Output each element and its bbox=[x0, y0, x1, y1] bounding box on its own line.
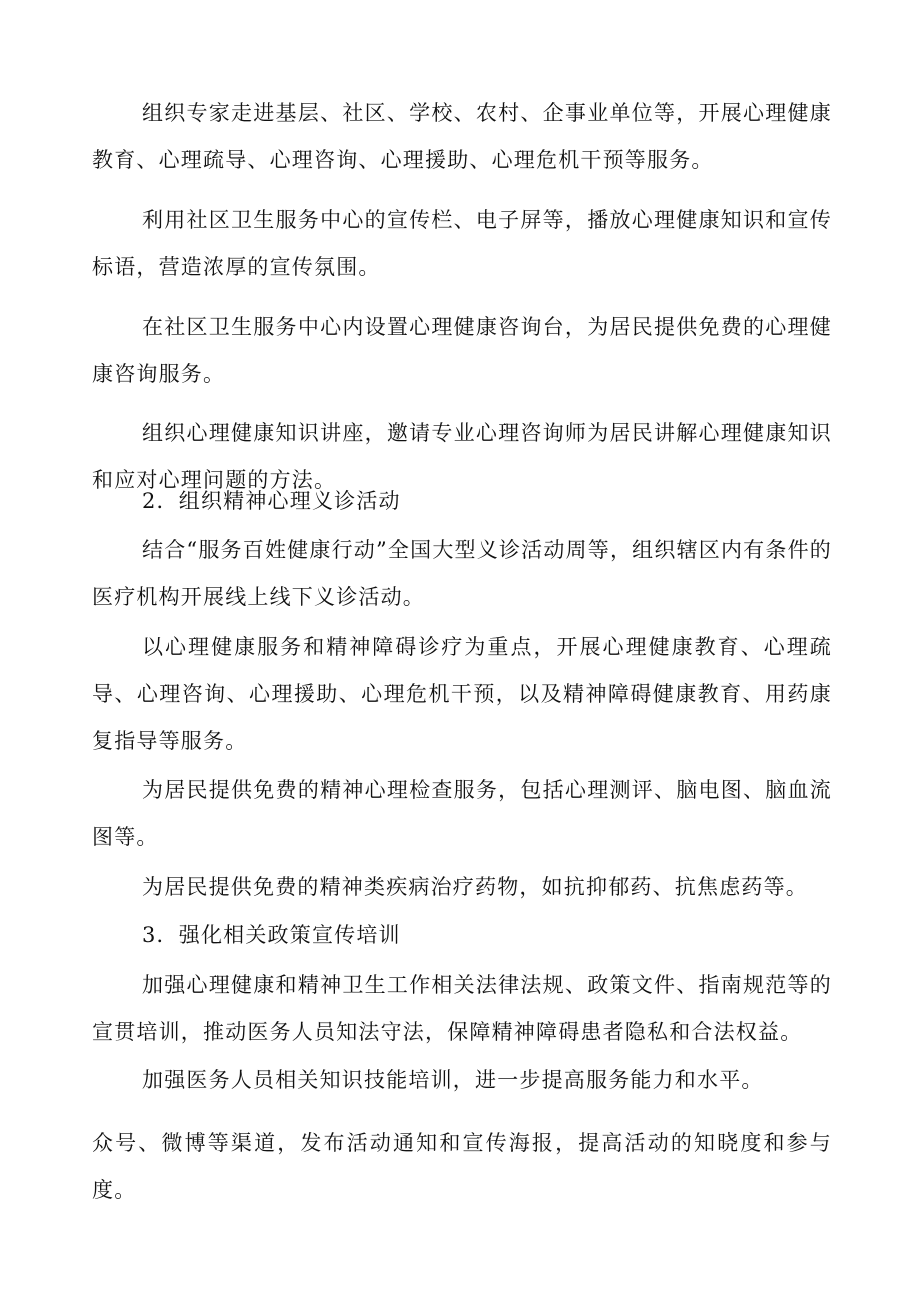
paragraph-expert-outreach: 组织专家走进基层、社区、学校、农村、企事业单位等，开展心理健康教育、心理疏导、心理咨询、心理援助、心理危机干预等服务。 bbox=[92, 101, 832, 172]
paragraph-service-focus: 以心理健康服务和精神障碍诊疗为重点，开展心理健康教育、心理疏导、心理咨询、心理援助、心理危机干预，以及精神障碍健康教育、用药康复指导等服务。 bbox=[92, 635, 832, 753]
paragraph-free-checkups: 为居民提供免费的精神心理检查服务，包括心理测评、脑电图、脑血流图等。 bbox=[92, 778, 832, 849]
paragraph-law-training: 加强心理健康和精神卫生工作相关法律法规、政策文件、指南规范等的宣贯培训，推动医务人员知法守法，保障精神障碍患者隐私和合法权益。 bbox=[92, 973, 832, 1044]
paragraph-lectures: 组织心理健康知识讲座，邀请专业心理咨询师为居民讲解心理健康知识和应对心理问题的方法。 bbox=[92, 421, 832, 492]
paragraph-clinic-week: 结合“服务百姓健康行动”全国大型义诊活动周等，组织辖区内有条件的医疗机构开展线上线下义诊活动。 bbox=[92, 538, 832, 609]
paragraph-free-medication: 为居民提供免费的精神类疾病治疗药物，如抗抑郁药、抗焦虑药等。 bbox=[142, 875, 808, 899]
paragraph-publicity-boards: 利用社区卫生服务中心的宣传栏、电子屏等，播放心理健康知识和宣传标语，营造浓厚的宣传氛围。 bbox=[92, 208, 832, 279]
paragraph-consultation-desk: 在社区卫生服务中心内设置心理健康咨询台，为居民提供免费的心理健康咨询服务。 bbox=[92, 315, 832, 386]
paragraph-media-channels: 众号、微博等渠道，发布活动通知和宣传海报，提高活动的知晓度和参与度。 bbox=[92, 1131, 832, 1202]
paragraph-skills-training: 加强医务人员相关知识技能培训，进一步提高服务能力和水平。 bbox=[142, 1068, 764, 1092]
section-heading-free-clinic: 2．组织精神心理义诊活动 bbox=[142, 489, 401, 513]
section-heading-policy-training: 3．强化相关政策宣传培训 bbox=[142, 923, 401, 947]
